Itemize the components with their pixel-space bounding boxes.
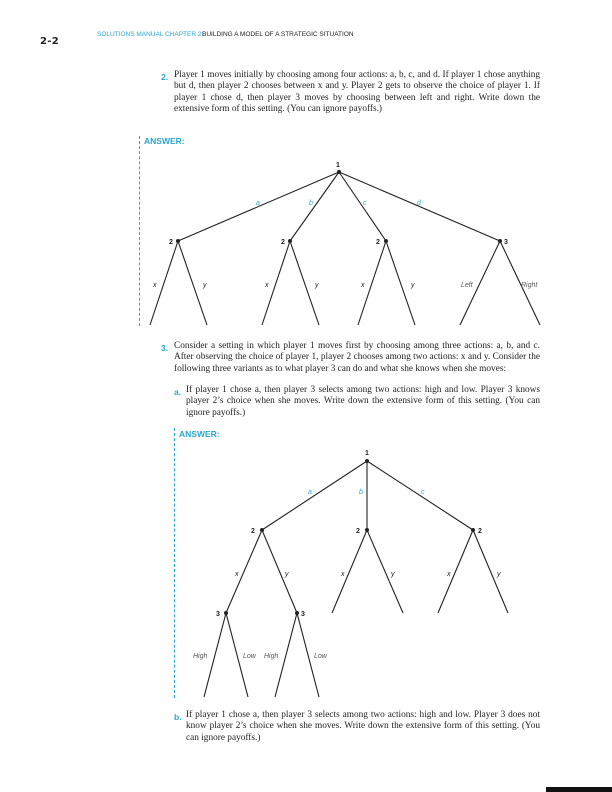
answer-2-margin-rule bbox=[174, 428, 175, 698]
answer-1-label: ANSWER: bbox=[144, 136, 185, 146]
tree2-p3-label: 3 bbox=[216, 611, 220, 618]
tree1-leaf-label: Left bbox=[461, 282, 473, 289]
tree-2 bbox=[204, 461, 508, 697]
tree1-leaf-label: Right bbox=[521, 282, 538, 289]
tree1-root-node bbox=[337, 170, 341, 174]
tree2-action-a: a bbox=[308, 489, 312, 496]
tree2-p2-action: x bbox=[341, 571, 345, 578]
tree2-node-label: 2 bbox=[356, 528, 360, 535]
tree2-node bbox=[260, 528, 264, 532]
tree1-leaf-label: y bbox=[411, 282, 415, 289]
problem-3-text: Consider a setting in which player 1 moves first by choosing among three actions: a, b, and c. After observing the choice of player 1, player 2 chooses among two actions: x and y. Consider the following three variants as to what player 3 can do and what she knows when she moves: bbox=[174, 341, 540, 374]
tree-1-nodes bbox=[176, 170, 502, 243]
tree2-p2-action: y bbox=[285, 571, 289, 578]
tree1-action-b: b bbox=[309, 200, 313, 207]
tree2-branch-y bbox=[262, 530, 297, 613]
tree2-leaf-edge bbox=[438, 530, 473, 613]
tree2-action-b: b bbox=[359, 489, 363, 496]
tree2-branch-a bbox=[262, 461, 367, 530]
part-a-text: If player 1 chose a, then player 3 selects among two actions: high and low. Player 3 knows player 2’s choice when she moves. Write down the extensive form of this setting. (You can ignore payoffs.) bbox=[186, 385, 540, 418]
part-b-text: If player 1 chose a, then player 3 selects among two actions: high and low. Player 3 does not know player 2’s choice when she moves. Write down the extensive form of this setting. (You can ignore payoffs.) bbox=[186, 710, 540, 743]
tree1-node-label: 3 bbox=[504, 239, 508, 246]
tree2-p3-action: Low bbox=[314, 653, 327, 660]
tree2-node-label: 2 bbox=[251, 528, 255, 535]
problem-2-number: 2. bbox=[161, 72, 169, 82]
tree2-node bbox=[471, 528, 475, 532]
tree1-action-a: a bbox=[256, 200, 260, 207]
tree2-p2-action: y bbox=[391, 571, 395, 578]
tree1-node bbox=[288, 239, 292, 243]
tree1-leaf-label: x bbox=[265, 282, 269, 289]
tree2-branch-x bbox=[226, 530, 262, 613]
tree1-leaf-label: x bbox=[361, 282, 365, 289]
tree2-p2-action: y bbox=[497, 571, 501, 578]
tree2-leaf-edge bbox=[367, 530, 403, 613]
page-corner-mark bbox=[546, 787, 612, 792]
tree2-root-label: 1 bbox=[365, 450, 369, 457]
tree1-node bbox=[176, 239, 180, 243]
part-b-label: b. bbox=[174, 712, 182, 722]
tree2-action-c: c bbox=[421, 489, 425, 496]
tree2-node-label: 2 bbox=[478, 528, 482, 535]
chapter-label: CHAPTER 2: bbox=[165, 31, 204, 38]
tree1-action-c: c bbox=[363, 200, 367, 207]
tree-1 bbox=[150, 172, 540, 325]
problem-3-number: 3. bbox=[161, 343, 169, 353]
tree1-leaf-label: y bbox=[315, 282, 319, 289]
tree2-node bbox=[295, 611, 299, 615]
tree1-leaf-label: x bbox=[153, 282, 157, 289]
tree1-node-label: 2 bbox=[376, 239, 380, 246]
tree2-leaf-edge bbox=[473, 530, 508, 613]
tree1-node bbox=[498, 239, 502, 243]
chapter-title: BUILDING A MODEL OF A STRATEGIC SITUATION bbox=[202, 31, 354, 38]
tree2-p3-action: High bbox=[264, 653, 279, 660]
tree1-node bbox=[384, 239, 388, 243]
tree2-p2-action: x bbox=[447, 571, 451, 578]
problem-2-text: Player 1 moves initially by choosing among four actions: a, b, c, and d. If player 1 chose anything but d, then player 2 chooses between x and y. Player 2 gets to observe the choice of player 1. If player 1 chose d, then player 3 moves by choosing between left and right. Write down the extensive form of this setting. (You can ignore payoffs.) bbox=[174, 70, 540, 114]
tree1-node-label: 2 bbox=[169, 239, 173, 246]
answer-2-label: ANSWER: bbox=[179, 429, 220, 439]
tree2-node bbox=[365, 528, 369, 532]
tree1-root-label: 1 bbox=[336, 162, 340, 169]
tree2-p3-action: High bbox=[193, 653, 208, 660]
tree1-node-label: 2 bbox=[281, 239, 285, 246]
tree2-node bbox=[224, 611, 228, 615]
tree2-branch-c bbox=[367, 461, 473, 530]
tree2-p3-action: Low bbox=[243, 653, 256, 660]
tree-2-nodes bbox=[224, 459, 475, 615]
manual-label: SOLUTIONS MANUAL bbox=[97, 31, 164, 38]
part-a-label: a. bbox=[174, 387, 182, 397]
tree1-leaf-label: y bbox=[203, 282, 207, 289]
tree2-p3-label: 3 bbox=[301, 611, 305, 618]
tree2-p2-action: x bbox=[235, 571, 239, 578]
page-number: 2-2 bbox=[40, 36, 59, 47]
tree1-action-d: d bbox=[417, 200, 421, 207]
tree2-root-node bbox=[365, 459, 369, 463]
tree2-leaf-edge bbox=[332, 530, 367, 613]
